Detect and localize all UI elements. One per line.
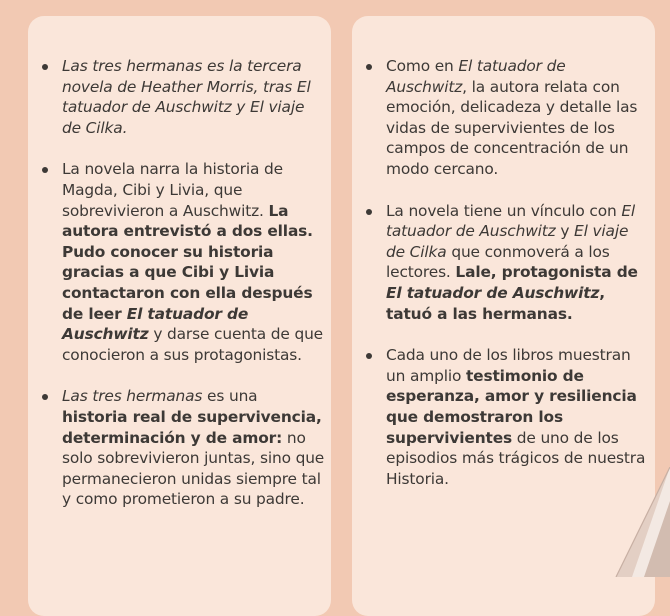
bullet-item	[386, 201, 649, 325]
page-curl-graphic	[610, 467, 670, 577]
bullet-item	[386, 56, 649, 180]
text-run: que conmoverá a los lectores.	[386, 242, 610, 282]
text-run: historia real de supervivencia, determinación y de amor:	[62, 407, 322, 447]
text-run: y	[555, 222, 575, 241]
text-run: El tatuador de Auschwitz	[386, 57, 566, 96]
text-run: El tatuador de Auschwitz	[386, 201, 636, 241]
bullet-item	[62, 159, 325, 365]
bullet-item	[62, 386, 325, 510]
text-run: no solo sobrevivieron juntas, sino que permanecieron unidas siempre tal y como prometieron a su padre.	[62, 428, 325, 509]
text-run: La novela tiene un vínculo con	[386, 201, 622, 220]
text-run: Las tres hermanas	[62, 387, 203, 406]
text-run: testimonio de esperanza, amor y resiliencia que demostraron los supervivientes	[386, 366, 637, 447]
bullet-item	[62, 56, 325, 138]
text-run: Las tres hermanas es la tercera novela de Heather Morris, tras El tatuador de Auschwitz y El viaje de Cilka.	[62, 57, 311, 137]
text-run: Como en	[386, 57, 459, 75]
text-run: es una	[202, 387, 258, 406]
text-run: El tatuador de Auschwitz	[62, 304, 249, 344]
text-run: Cada uno de los libros muestran un amplio	[386, 346, 631, 385]
text-run: , la autora relata con emoción, delicadeza y detalle las vidas de supervivientes de los campos de concentración de un modo cercano.	[386, 77, 638, 178]
right-bullet-list	[386, 56, 649, 510]
text-run: , tatuó a las hermanas.	[386, 283, 605, 323]
text-run: La novela narra la historia de Magda, Cibi y Livia, que sobrevivieron a Auschwitz.	[62, 160, 283, 220]
left-bullet-list	[62, 56, 325, 531]
text-run: Lale, protagonista de	[455, 263, 638, 282]
text-run: El tatuador de Auschwitz	[386, 283, 600, 302]
text-run: El viaje de Cilka	[386, 222, 629, 261]
text-run: de uno de los episodios más trágicos de nuestra Historia.	[386, 428, 646, 488]
text-run: La autora entrevistó a dos ellas. Pudo conocer su historia gracias a que Cibi y Livia contactaron con ella después de leer	[62, 201, 313, 323]
text-run: y darse cuenta de que conocieron a sus protagonistas.	[62, 325, 323, 364]
left-info-card	[28, 16, 331, 616]
